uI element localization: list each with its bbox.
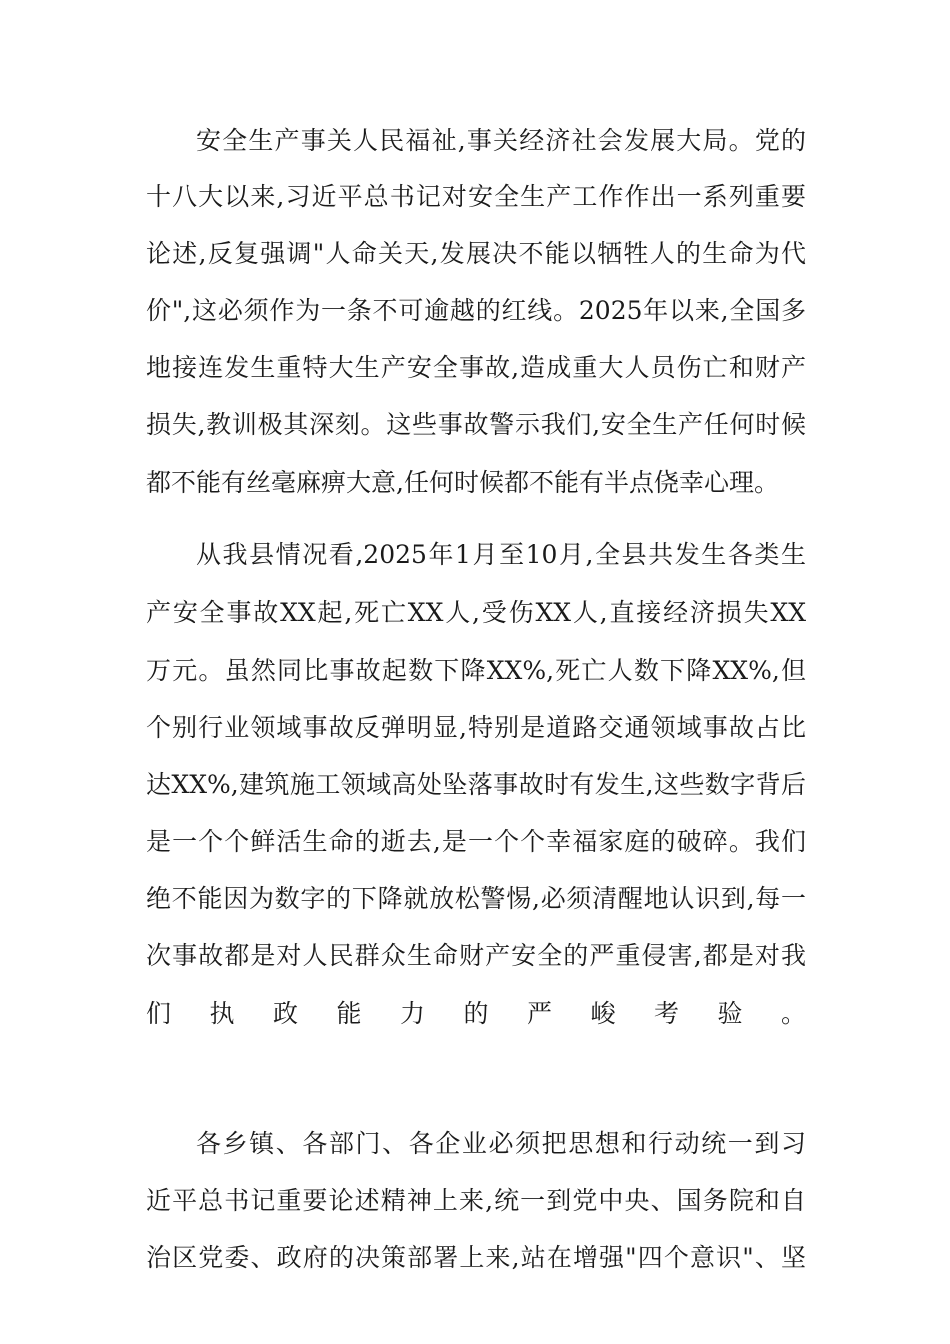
paragraph-line: 地接连发生重特大生产安全事故,造成重大人员伤亡和财产 bbox=[146, 353, 806, 382]
paragraph-line: 各乡镇、各部门、各企业必须把思想和行动统一到习 bbox=[196, 1129, 806, 1158]
paragraph-line: 近平总书记重要论述精神上来,统一到党中央、国务院和自 bbox=[146, 1186, 806, 1215]
paragraph-line: 万元。虽然同比事故起数下降XX%,死亡人数下降XX%,但 bbox=[146, 656, 806, 685]
paragraph-line: 产安全事故XX起,死亡XX人,受伤XX人,直接经济损失XX bbox=[146, 598, 806, 627]
paragraph-line: 个别行业领域事故反弹明显,特别是道路交通领域事故占比 bbox=[146, 713, 806, 742]
paragraph-line: 们执政能力的严峻考验。 bbox=[146, 999, 806, 1028]
paragraph-line bbox=[146, 1050, 806, 1090]
paragraph-line: 是一个个鲜活生命的逝去,是一个个幸福家庭的破碎。我们 bbox=[146, 827, 806, 856]
paragraph-line: 安全生产事关人民福祉,事关经济社会发展大局。党的 bbox=[196, 126, 806, 155]
paragraph-line: 都不能有丝毫麻痹大意,任何时候都不能有半点侥幸心理。 bbox=[146, 468, 779, 497]
paragraph-line: 价",这必须作为一条不可逾越的红线。2025年以来,全国多 bbox=[146, 296, 806, 325]
paragraph-line: 次事故都是对人民群众生命财产安全的严重侵害,都是对我 bbox=[146, 941, 806, 970]
paragraph-line: 从我县情况看,2025年1月至10月,全县共发生各类生 bbox=[196, 540, 806, 569]
paragraph-line: 绝不能因为数字的下降就放松警惕,必须清醒地认识到,每一 bbox=[146, 884, 806, 913]
paragraph-line: 达XX%,建筑施工领域高处坠落事故时有发生,这些数字背后 bbox=[146, 770, 806, 799]
paragraph-line: 损失,教训极其深刻。这些事故警示我们,安全生产任何时候 bbox=[146, 410, 806, 439]
paragraph-line: 论述,反复强调"人命关天,发展决不能以牺牲人的生命为代 bbox=[146, 239, 806, 268]
paragraph-line: 治区党委、政府的决策部署上来,站在增强"四个意识"、坚 bbox=[146, 1243, 806, 1272]
paragraph-line: 十八大以来,习近平总书记对安全生产工作作出一系列重要 bbox=[146, 182, 806, 211]
